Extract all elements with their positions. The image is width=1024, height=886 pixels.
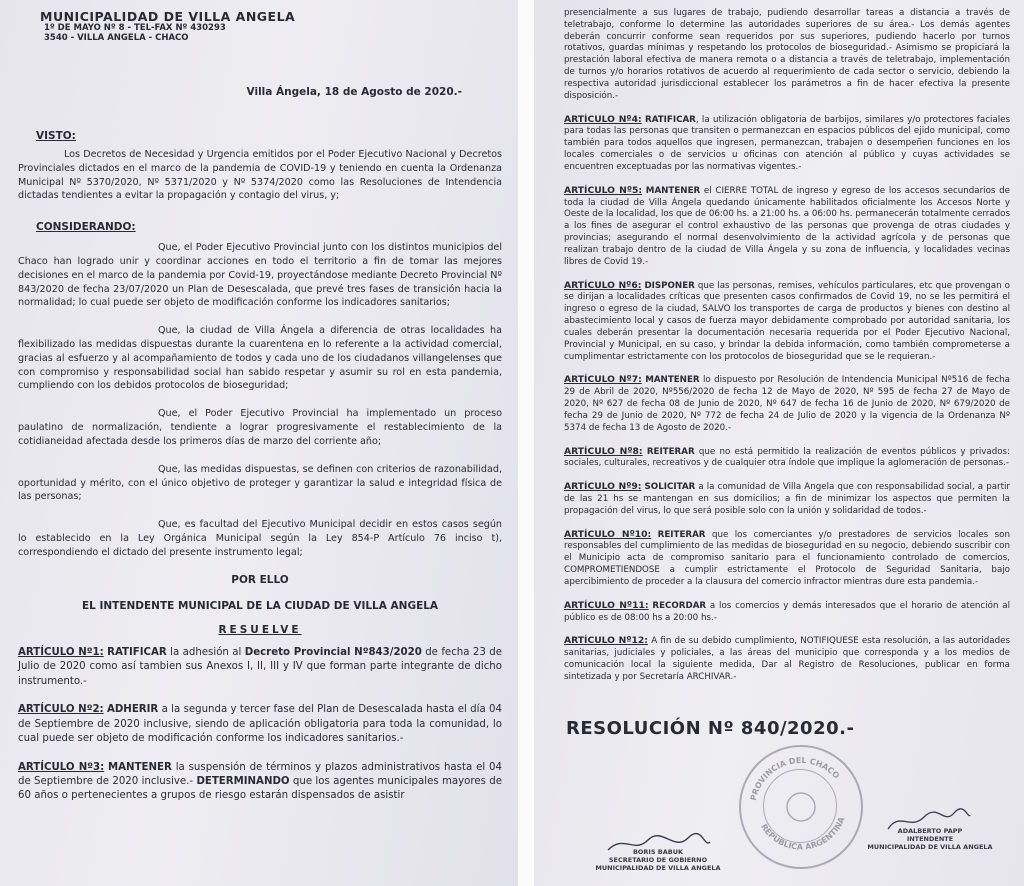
article-keyword: RATIFICAR xyxy=(645,114,696,125)
article-9 xyxy=(564,481,1010,517)
official-seal-lettering xyxy=(741,747,861,867)
article-text: de fecha 23 de Julio de 2020 como así tambien sus Anexos I, II, III y IV que forman parte integrante de dicho instrumento.- xyxy=(18,646,502,687)
signer-name: BORIS BABUK xyxy=(632,848,684,856)
article-keyword: RECORDAR xyxy=(652,600,707,611)
article-text: a la comunidad de Villa Angela que con responsabilidad social, a partir de las 21 hs se mantengan en sus domicilios; a fin de minimizar los aspectos que permiten la propagación del virus, lo que será posible solo con la unión y solidaridad de todos.- xyxy=(564,482,1010,516)
letterhead xyxy=(40,10,502,44)
article-8 xyxy=(564,446,1010,471)
considerando-paragraph: Que, las medidas dispuestas, se definen con criterios de razonabilidad, oportunidad y mérito, con el único objetivo de proteger y garantizar la salud e integridad física de las personas; xyxy=(18,463,502,503)
article-text: , la utilización obligatoria de barbijos, similares y/o protectores faciales para todas las personas que transiten o permanezcan en espacios públicos del ejido municipal, como también para todos aquellos que ingresen, permanezcan, trabajen o desempeñen funciones en los locales comerciales o de servicios u oficinas con atención al público y cuyas actividades se encuentren exceptuadas por las normativas vigentes.- xyxy=(564,114,1010,172)
considerando-paragraph: Que, es facultad del Ejecutivo Municipal decidir en estos casos según lo establecido en la Ley Orgánica Municipal según la Ley 854-P Artículo 76 inciso t), correspondiendo el dictado del presente instrumento legal; xyxy=(18,519,502,558)
seal-text-top: PROVINCIA DEL CHACO xyxy=(748,755,842,802)
article-text: que las personas, remises, vehículos particulares, etc que provengan o se dirijan a localidades críticas que presenten casos confirmados de Covid 19, no se les permitirá el ingreso o egreso de la ciudad, SALVO los transportes de carga de productos y bienes con destino al abastecimiento local y casos de fuerza mayor debidamente comprobado por autoridad sanitaria, los cuales deberán presentar la documentación necesaria requerida por el Poder Ejecutivo Nacional, Provincial y Municipal, en su caso, y brindar la debida información, como también comprometerse a cumplimentar estrictamente con los protocolos de bioseguridad que se le requieran.- xyxy=(564,280,1010,362)
resolution-number: RESOLUCIÓN Nº 840/2020.- xyxy=(566,717,855,739)
article-7 xyxy=(564,374,1010,434)
article-6 xyxy=(564,280,1010,364)
article-4 xyxy=(564,114,1010,174)
por-ello-heading: POR ELLO xyxy=(231,573,289,586)
article-10 xyxy=(564,529,1010,589)
article-keyword: Decreto Provincial Nº843/2020 xyxy=(244,646,422,658)
article-keyword: DETERMINANDO xyxy=(196,775,290,787)
article-3-continuation: presencialmente a sus lugares de trabajo, pudiendo desarrollar tareas a distancia a través de teletrabajo, conforme lo determine las autoridades superiores de su área.- Los demás agentes deberán concurrir conforme sean requeridos por sus superiores, pudiendo hacerlo por turnos rotativos, guardas mínimas y respetando los protocolos de bioseguridad.- Asimismo se propiciará la prestación laboral efectiva de manera remota o a distancia a través de teletrabajo, implementación de turnos y/o horarios rotativos de acuerdo al requerimiento de cada sector o servicio, debiendo la respectiva autoridad jurisdiccional establecer los parámetros a fin de hacer efectiva la presente disposición.- xyxy=(564,8,1010,101)
article-label: ARTÍCULO Nº1: xyxy=(18,646,104,658)
article-text: A fin de su debido cumplimiento, NOTIFIQUESE esta resolución, a las autoridades sanitarias, judiciales y policiales, a las áreas del municipio que corresponda y a los medios de comunicación local la siguiente medida, Dar al Registro de Resoluciones, publicar en forma sintetizada y por Secretaría ARCHIVAR.- xyxy=(564,636,1010,682)
visto-paragraph: Los Decretos de Necesidad y Urgencia emitidos por el Poder Ejecutivo Nacional y Decretos Provinciales dictados en el marco de la pandemia de COVID-19 y teniendo en cuenta la Ordenanza Municipal Nº 5370/2020, Nº 5371/2020 y Nº 5374/2020 como las Resoluciones de Intendencia dictadas tendientes a evitar la propagación y contagio del virus, y; xyxy=(18,148,502,202)
signature-right xyxy=(860,828,1000,851)
article-12 xyxy=(564,635,1010,683)
article-text: que los comerciantes y/o prestadores de servicios locales son responsables del cumplimiento de las medidas de bioseguridad en su negocio, debiendo suscribir con el Municipio acta de compromiso sanitario para el funcionamiento controlado de comercios, COMPROMETIENDOSE a cumplir estrictamente el Protocolo de Seguridad Sanitaria, bajo apercibimiento de proceder a la clausura del comercio infractor mientras dure esta pandemia.- xyxy=(564,529,1010,587)
considerando-paragraph: Que, el Poder Ejecutivo Provincial junto con los distintos municipios del Chaco han logrado unir y coordinar acciones en todo el territorio a fin de tomar las mejores decisiones en el marco de la pandemia por Covid-19, proyectándose mediante Decreto Provincial Nº 843/2020 de fecha 23/07/2020 un Plan de Desescalada, que prevé tres fases de transición hacia la normalidad; lo cual puede ser objeto de modificación conforme los indicadores sanitarios; xyxy=(18,242,502,309)
article-text: que no está permitido la realización de eventos públicos y privados: sociales, culturales, recreativos y de cualquier otra índole que implique la aglomeración de personas.- xyxy=(564,446,1010,469)
article-keyword: RATIFICAR xyxy=(107,646,167,658)
article-label: ARTÍCULO Nº7: xyxy=(564,374,642,386)
article-keyword: MANTENER xyxy=(645,375,700,386)
article-label: ARTÍCULO Nº8: xyxy=(564,445,643,457)
letterhead-city: 3540 - VILLA ANGELA - CHACO xyxy=(44,33,189,44)
article-keyword: ADHERIR xyxy=(106,704,159,716)
article-1 xyxy=(18,646,502,689)
article-text: la adhesión al xyxy=(166,646,245,658)
article-text: a los comercios y demás interesados que el horario de atención al público es de 08:00 hs a 20:00 hs.- xyxy=(564,600,1010,623)
article-2 xyxy=(18,703,502,746)
article-text: la suspensión de términos y plazos administrativos hasta el 04 de Septiembre de 2020 inclusive.- xyxy=(18,761,502,787)
article-text: que los agentes municipales mayores de 60 años o pertenecientes a grupos de riesgo estarán dispensados de asistir xyxy=(18,775,502,802)
article-3 xyxy=(18,761,502,804)
document-date: Villa Ángela, 18 de Agosto de 2020.- xyxy=(246,85,462,98)
signer-institution: MUNICIPALIDAD DE VILLA ANGELA xyxy=(867,842,993,851)
article-text: a la segunda y tercer fase del Plan de Desescalada hasta el día 04 de Septiembre de 2020 inclusive, siendo de aplicación obligatoria para toda la comunidad, lo cual puede ser objeto de modificación conforme los indicadores sanitarios.- xyxy=(18,704,502,745)
signer-name: ADALBERTO PAPP xyxy=(897,827,963,835)
article-label: ARTÍCULO Nº5: xyxy=(564,184,643,196)
article-keyword: SOLICITAR xyxy=(644,482,696,493)
article-keyword: REITERAR xyxy=(657,529,706,540)
article-text: el CIERRE TOTAL de ingreso y egreso de los accesos secundarios de toda la ciudad de Villa Ángela quedando únicamente habilitados oficialmente los Accesos Norte y Oeste de la localidad, los que de 06:00 hs. a 21:00 hs. a 06:00 hs. permanecerán totalmente cerrados a los fines de asegurar el control exhaustivo de las personas que provenga de otras ciudades y provincias; asegurando el normal desenvolvimiento de la actividad agrícola y de personas que realizan trabajo dentro de la ciudad de Villa Ángela y su zona de influencia, y localidades vecinas libres de Covid 19.- xyxy=(564,185,1010,267)
letterhead-title: MUNICIPALIDAD DE VILLA ANGELA xyxy=(40,9,296,24)
article-label: ARTÍCULO Nº11: xyxy=(564,599,649,611)
article-label: ARTÍCULO Nº10: xyxy=(564,528,652,540)
article-keyword: DISPONER xyxy=(644,280,695,291)
visto-heading: VISTO: xyxy=(36,129,76,142)
signer-institution: MUNICIPALIDAD DE VILLA ANGELA xyxy=(595,863,721,872)
article-label: ARTÍCULO Nº9: xyxy=(564,481,642,493)
intendente-heading: EL INTENDENTE MUNICIPAL DE LA CIUDAD DE VILLA ANGELA xyxy=(81,599,439,612)
letterhead-address: 1º DE MAYO Nº 8 - TEL-FAX Nº 430293 xyxy=(44,23,226,34)
article-label: ARTÍCULO Nº3: xyxy=(18,761,105,773)
signature-left xyxy=(578,849,738,872)
seal-text-bottom: REPÚBLICA ARGENTINA xyxy=(759,815,847,852)
official-seal xyxy=(739,745,863,869)
considerando-heading: CONSIDERANDO: xyxy=(36,221,136,234)
article-11 xyxy=(564,600,1010,625)
considerando-paragraph: Que, el Poder Ejecutivo Provincial ha implementado un proceso paulatino de normalización, tendiente a lograr progresivamente el restablecimiento de la cotidianeidad afectada desde los primeros días de marzo del corriente año; xyxy=(18,408,502,447)
document-page-right xyxy=(534,0,1024,886)
article-label: ARTÍCULO Nº2: xyxy=(18,704,104,716)
article-keyword: REITERAR xyxy=(646,446,695,457)
signer-role: INTENDENTE xyxy=(906,834,954,843)
article-label: ARTÍCULO Nº6: xyxy=(564,279,642,291)
page-gutter xyxy=(518,0,534,886)
signer-role: SECRETARIO DE GOBIERNO xyxy=(608,855,708,864)
article-keyword: MANTENER xyxy=(645,185,701,196)
resuelve-heading: RESUELVE xyxy=(218,623,302,636)
article-text: lo dispuesto por Resolución de Intendencia Municipal Nº516 de fecha 29 de Abril de 2020, Nº556/2020 de fecha 12 de Mayo de 2020, Nº 595 de fecha 27 de Mayo de 2020, Nº 627 de fecha 08 de Junio de 2020, Nº 647 de fecha 16 de Junio de 2020, Nº 679/2020 de fecha 29 de Junio de 2020, Nº 772 de fecha 24 de Julio de 2020 y la vigencia de la Ordenanza Nº 5374 de fecha 13 de Agosto de 2020.- xyxy=(564,375,1011,433)
article-5 xyxy=(564,185,1010,269)
considerando-paragraph: Que, la ciudad de Villa Ángela a diferencia de otras localidades ha flexibilizado las medidas dispuestas durante la cuarentena en lo referente a la actividad comercial, gracias al esfuerzo y al acompañamiento de todos y cada uno de los ciudadanos villangelenses que con compromiso y responsabilidad social han sabido respetar y asumir su rol en esta pandemia, cumpliendo con los debidos protocolos de bioseguridad; xyxy=(18,325,502,392)
article-keyword: MANTENER xyxy=(108,761,172,773)
article-label: ARTÍCULO Nº12: xyxy=(564,635,648,647)
article-label: ARTÍCULO Nº4: xyxy=(564,113,642,125)
